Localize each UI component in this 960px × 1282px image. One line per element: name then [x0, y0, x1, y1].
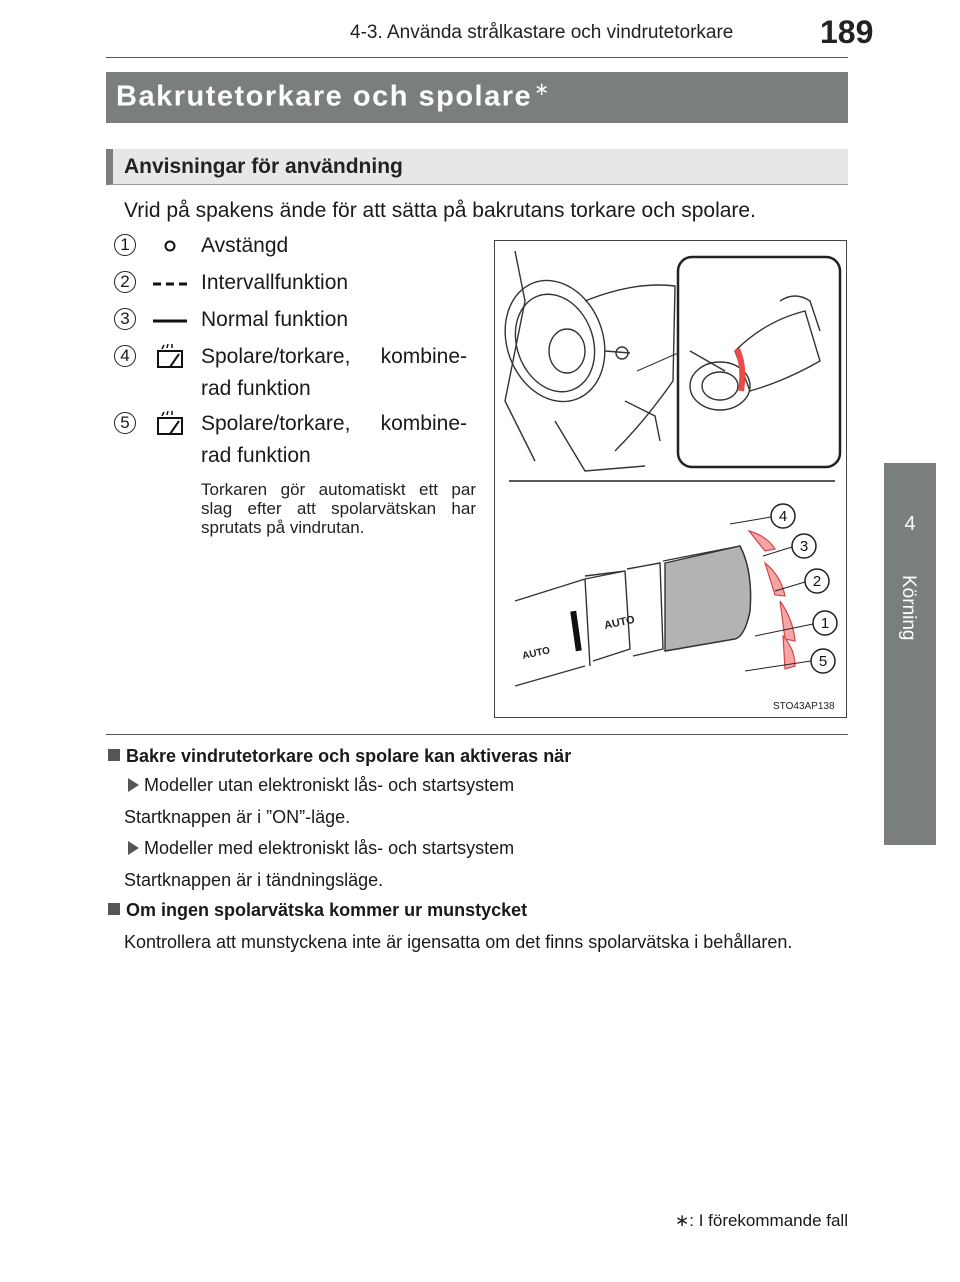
chapter-title-text: Körning [898, 575, 919, 641]
no-fluid-heading [108, 900, 527, 921]
chapter-number: 4 [904, 513, 916, 535]
running-header: 4-3. Använda strålkastare och vindrutetorkare [350, 22, 734, 43]
dashed-line-icon [153, 272, 187, 294]
item-number-3: 3 [114, 308, 136, 330]
no-fluid-text: Kontrollera att munstyckena inte är igensatta om det finns spolarvätska i behållaren. [124, 932, 793, 952]
footnote-symbol: ∗ [675, 1211, 690, 1230]
footnote-text: : I förekommande fall [689, 1211, 848, 1230]
wiper-lever-illustration [494, 240, 847, 718]
illustration-drawing [495, 241, 846, 717]
item-number-4: 4 [114, 345, 136, 367]
page-number: 189 [820, 14, 874, 50]
title-asterisk: ∗ [534, 79, 551, 99]
item-label-5: Spolare/torkare, kombine-rad funktion [201, 412, 467, 467]
condition-text-1: Startknappen är i ”ON”-läge. [124, 807, 351, 827]
condition-model-2 [128, 838, 514, 859]
off-circle-icon [153, 235, 187, 257]
condition-model-1-text: Modeller utan elektroniskt lås- och startsystem [144, 775, 515, 795]
conditions-heading [108, 746, 571, 767]
footnote [630, 1211, 848, 1231]
condition-model-1 [128, 775, 514, 796]
illustration-code: STO43AP138 [773, 701, 835, 712]
page-title [116, 79, 551, 114]
item-label-3: Normal funktion [201, 308, 349, 331]
solid-line-icon [153, 309, 187, 331]
callout-1: 1 [820, 615, 830, 632]
chapter-title [893, 575, 929, 665]
callout-3: 3 [799, 538, 809, 555]
callout-4: 4 [778, 508, 788, 525]
triangle-bullet-icon [128, 841, 139, 855]
callout-2: 2 [812, 573, 822, 590]
item-note: Torkaren gör automatiskt ett par slag efter att spolarvätskan har sprutats på vindrutan. [201, 480, 476, 537]
header-rule [106, 57, 848, 58]
lever-auto-label-small: AUTO [521, 645, 552, 662]
lever-auto-label: AUTO [603, 613, 636, 632]
item-label-1: Avstängd [201, 234, 289, 257]
square-bullet-icon [108, 903, 120, 915]
section-rule [106, 734, 848, 735]
callout-5: 5 [818, 653, 828, 670]
washer-wiper-icon [153, 411, 187, 437]
conditions-heading-text: Bakre vindrutetorkare och spolare kan aktiveras när [126, 746, 572, 766]
item-number-1: 1 [114, 234, 136, 256]
page-title-text: Bakrutetorkare och spolare [116, 80, 533, 113]
square-bullet-icon [108, 749, 120, 761]
intro-text: Vrid på spakens ände för att sätta på bakrutans torkare och spolare. [124, 199, 756, 222]
condition-text-2: Startknappen är i tändningsläge. [124, 870, 384, 890]
triangle-bullet-icon [128, 778, 139, 792]
condition-model-2-text: Modeller med elektroniskt lås- och startsystem [144, 838, 515, 858]
washer-wiper-icon [153, 344, 187, 370]
subtitle: Anvisningar för användning [124, 155, 403, 178]
item-label-4: Spolare/torkare, kombine-rad funktion [201, 345, 467, 400]
item-number-2: 2 [114, 271, 136, 293]
no-fluid-heading-text: Om ingen spolarvätska kommer ur munstycket [126, 900, 528, 920]
item-label-2: Intervallfunktion [201, 271, 349, 294]
item-number-5: 5 [114, 412, 136, 434]
